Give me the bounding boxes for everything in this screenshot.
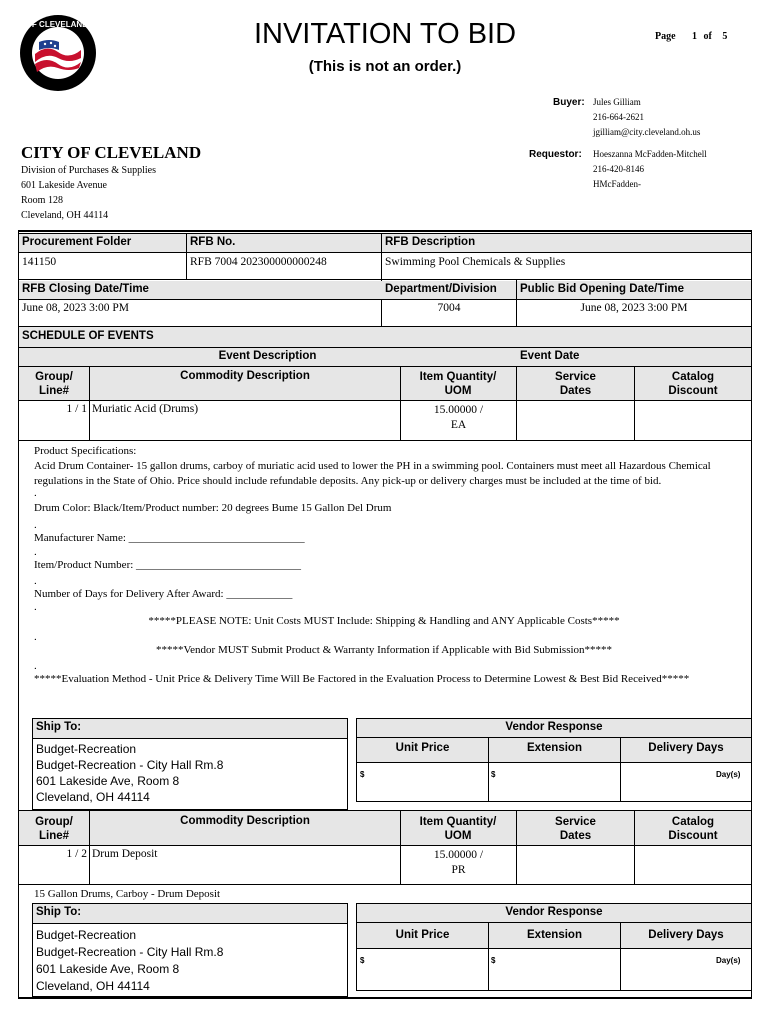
group-line-header: Group/ Line# (35, 371, 73, 397)
rfb-no-label: RFB No. (190, 236, 236, 248)
group-line-header: Group/ Line# (35, 816, 73, 842)
requestor-info (593, 147, 707, 192)
item-quantity: 15.00000 / PR (433, 849, 484, 876)
schedule-of-events-label: SCHEDULE OF EVENTS (22, 330, 154, 342)
requestor-label: Requestor: (529, 149, 582, 160)
delivery-days-input[interactable]: Day(s) (716, 956, 741, 965)
ship-to-address: Budget-Recreation Budget-Recreation - City Hall Rm.8 601 Lakeside Ave, Room 8 Cleveland, OH 44114 (36, 928, 224, 993)
org-line: 601 Lakeside Avenue (21, 180, 107, 191)
delivery-days-label: Delivery Days (648, 742, 724, 754)
buyer-name: Jules Gilliam (593, 97, 641, 107)
document-subtitle: (This is not an order.) (308, 58, 462, 75)
unit-price-label: Unit Price (395, 742, 450, 754)
delivery-days-label: Delivery Days (648, 929, 724, 941)
org-line: Division of Purchases & Supplies (21, 165, 156, 176)
buyer-label: Buyer: (553, 97, 585, 108)
commodity-description-header: Commodity Description (180, 370, 310, 382)
item-quantity: 15.00000 / EA (433, 404, 484, 431)
service-dates-header: Service Dates (555, 816, 596, 842)
requestor-name: Hoeszanna McFadden-Mitchell (593, 149, 707, 159)
requestor-email: HMcFadden- (593, 179, 641, 189)
unit-price-input[interactable]: $ (360, 956, 365, 965)
seal-text: CITY OF CLEVELAND OHIO (5, 20, 111, 29)
extension-input[interactable]: $ (491, 770, 496, 779)
catalog-discount-header: Catalog Discount (668, 816, 718, 842)
page-indicator (655, 31, 727, 42)
service-dates-header: Service Dates (555, 371, 596, 397)
closing-date-value: June 08, 2023 3:00 PM (22, 302, 130, 314)
item-line-number: 1 / 2 (66, 848, 87, 860)
buyer-info (593, 95, 700, 140)
item-description: Muriatic Acid (Drums) (92, 403, 199, 415)
ship-to-label: Ship To: (36, 721, 82, 733)
department-value: 7004 (437, 302, 461, 314)
rfb-description-label: RFB Description (385, 236, 476, 248)
department-label: Department/Division (385, 283, 497, 295)
org-line: Room 128 (21, 195, 63, 206)
extension-label: Extension (527, 742, 582, 754)
buyer-email: jgilliam@city.cleveland.oh.us (593, 127, 701, 137)
closing-date-label: RFB Closing Date/Time (22, 283, 149, 295)
unit-price-label: Unit Price (395, 929, 450, 941)
vendor-response-label: Vendor Response (505, 906, 603, 918)
rfb-no-value: RFB 7004 202300000000248 (190, 256, 327, 268)
extension-input[interactable]: $ (491, 956, 496, 965)
page-of: of (703, 31, 712, 42)
document-title: INVITATION TO BID (253, 18, 517, 50)
item-line-number: 1 / 1 (66, 403, 87, 415)
ship-to-label: Ship To: (36, 906, 82, 918)
ship-to-address: Budget-Recreation Budget-Recreation - City Hall Rm.8 601 Lakeside Ave, Room 8 Cleveland, OH 44114 (36, 742, 224, 804)
extension-label: Extension (527, 929, 582, 941)
commodity-description-header: Commodity Description (180, 815, 310, 827)
page-label: Page (655, 31, 676, 42)
bid-opening-value: June 08, 2023 3:00 PM (580, 302, 688, 314)
product-specifications: Product Specifications: Acid Drum Container- 15 gallon drums, carboy of muriatic acid used to lower the PH in a swimming pool. Containers must meet all Hazardous Chemical regulations in the State of Ohio. Price should include refundable deposits. Any pick-up or delivery charges must be included at the time of bid. . Drum Color: Black/Item/Product number: 20 degrees Bume 15 Gallon Del Drum . Manufacturer Name: ________________________________ . Item/Product Number: ______________________________ . Number of Days for Delivery After Award: ____________ . *****PLEASE NOTE: Unit Costs MUST Include: Shipping & Handling and ANY Applicable Costs***** . *****Vendor MUST Submit Product & Warranty Information if Applicable with Bid Submission***** . *****Evaluation Method - Unit Price & Delivery Time Will Be Factored in the Evaluation Process to Determine Lowest & Best Bid Received***** (34, 445, 711, 685)
buyer-phone: 216-664-2621 (593, 112, 644, 122)
rfb-description-value: Swimming Pool Chemicals & Supplies (385, 256, 566, 268)
org-line: Cleveland, OH 44114 (21, 210, 109, 221)
requestor-phone: 216-420-8146 (593, 164, 644, 174)
catalog-discount-header: Catalog Discount (668, 371, 718, 397)
item-description: Drum Deposit (92, 848, 158, 860)
event-description-label: Event Description (218, 350, 317, 362)
event-date-label: Event Date (520, 350, 580, 362)
bid-opening-label: Public Bid Opening Date/Time (520, 283, 685, 295)
delivery-days-input[interactable]: Day(s) (716, 770, 741, 779)
item-quantity-header: Item Quantity/ UOM (419, 816, 497, 842)
page-number: 1 (692, 31, 698, 42)
procurement-folder-value: 141150 (22, 256, 57, 268)
item-note: 15 Gallon Drums, Carboy - Drum Deposit (34, 888, 221, 900)
org-address (21, 163, 156, 223)
procurement-folder-label: Procurement Folder (22, 236, 132, 248)
page-total: 5 (722, 31, 728, 42)
unit-price-input[interactable]: $ (360, 770, 365, 779)
item-quantity-header: Item Quantity/ UOM (419, 371, 497, 397)
org-name: CITY OF CLEVELAND (21, 143, 202, 162)
vendor-response-label: Vendor Response (505, 721, 603, 733)
